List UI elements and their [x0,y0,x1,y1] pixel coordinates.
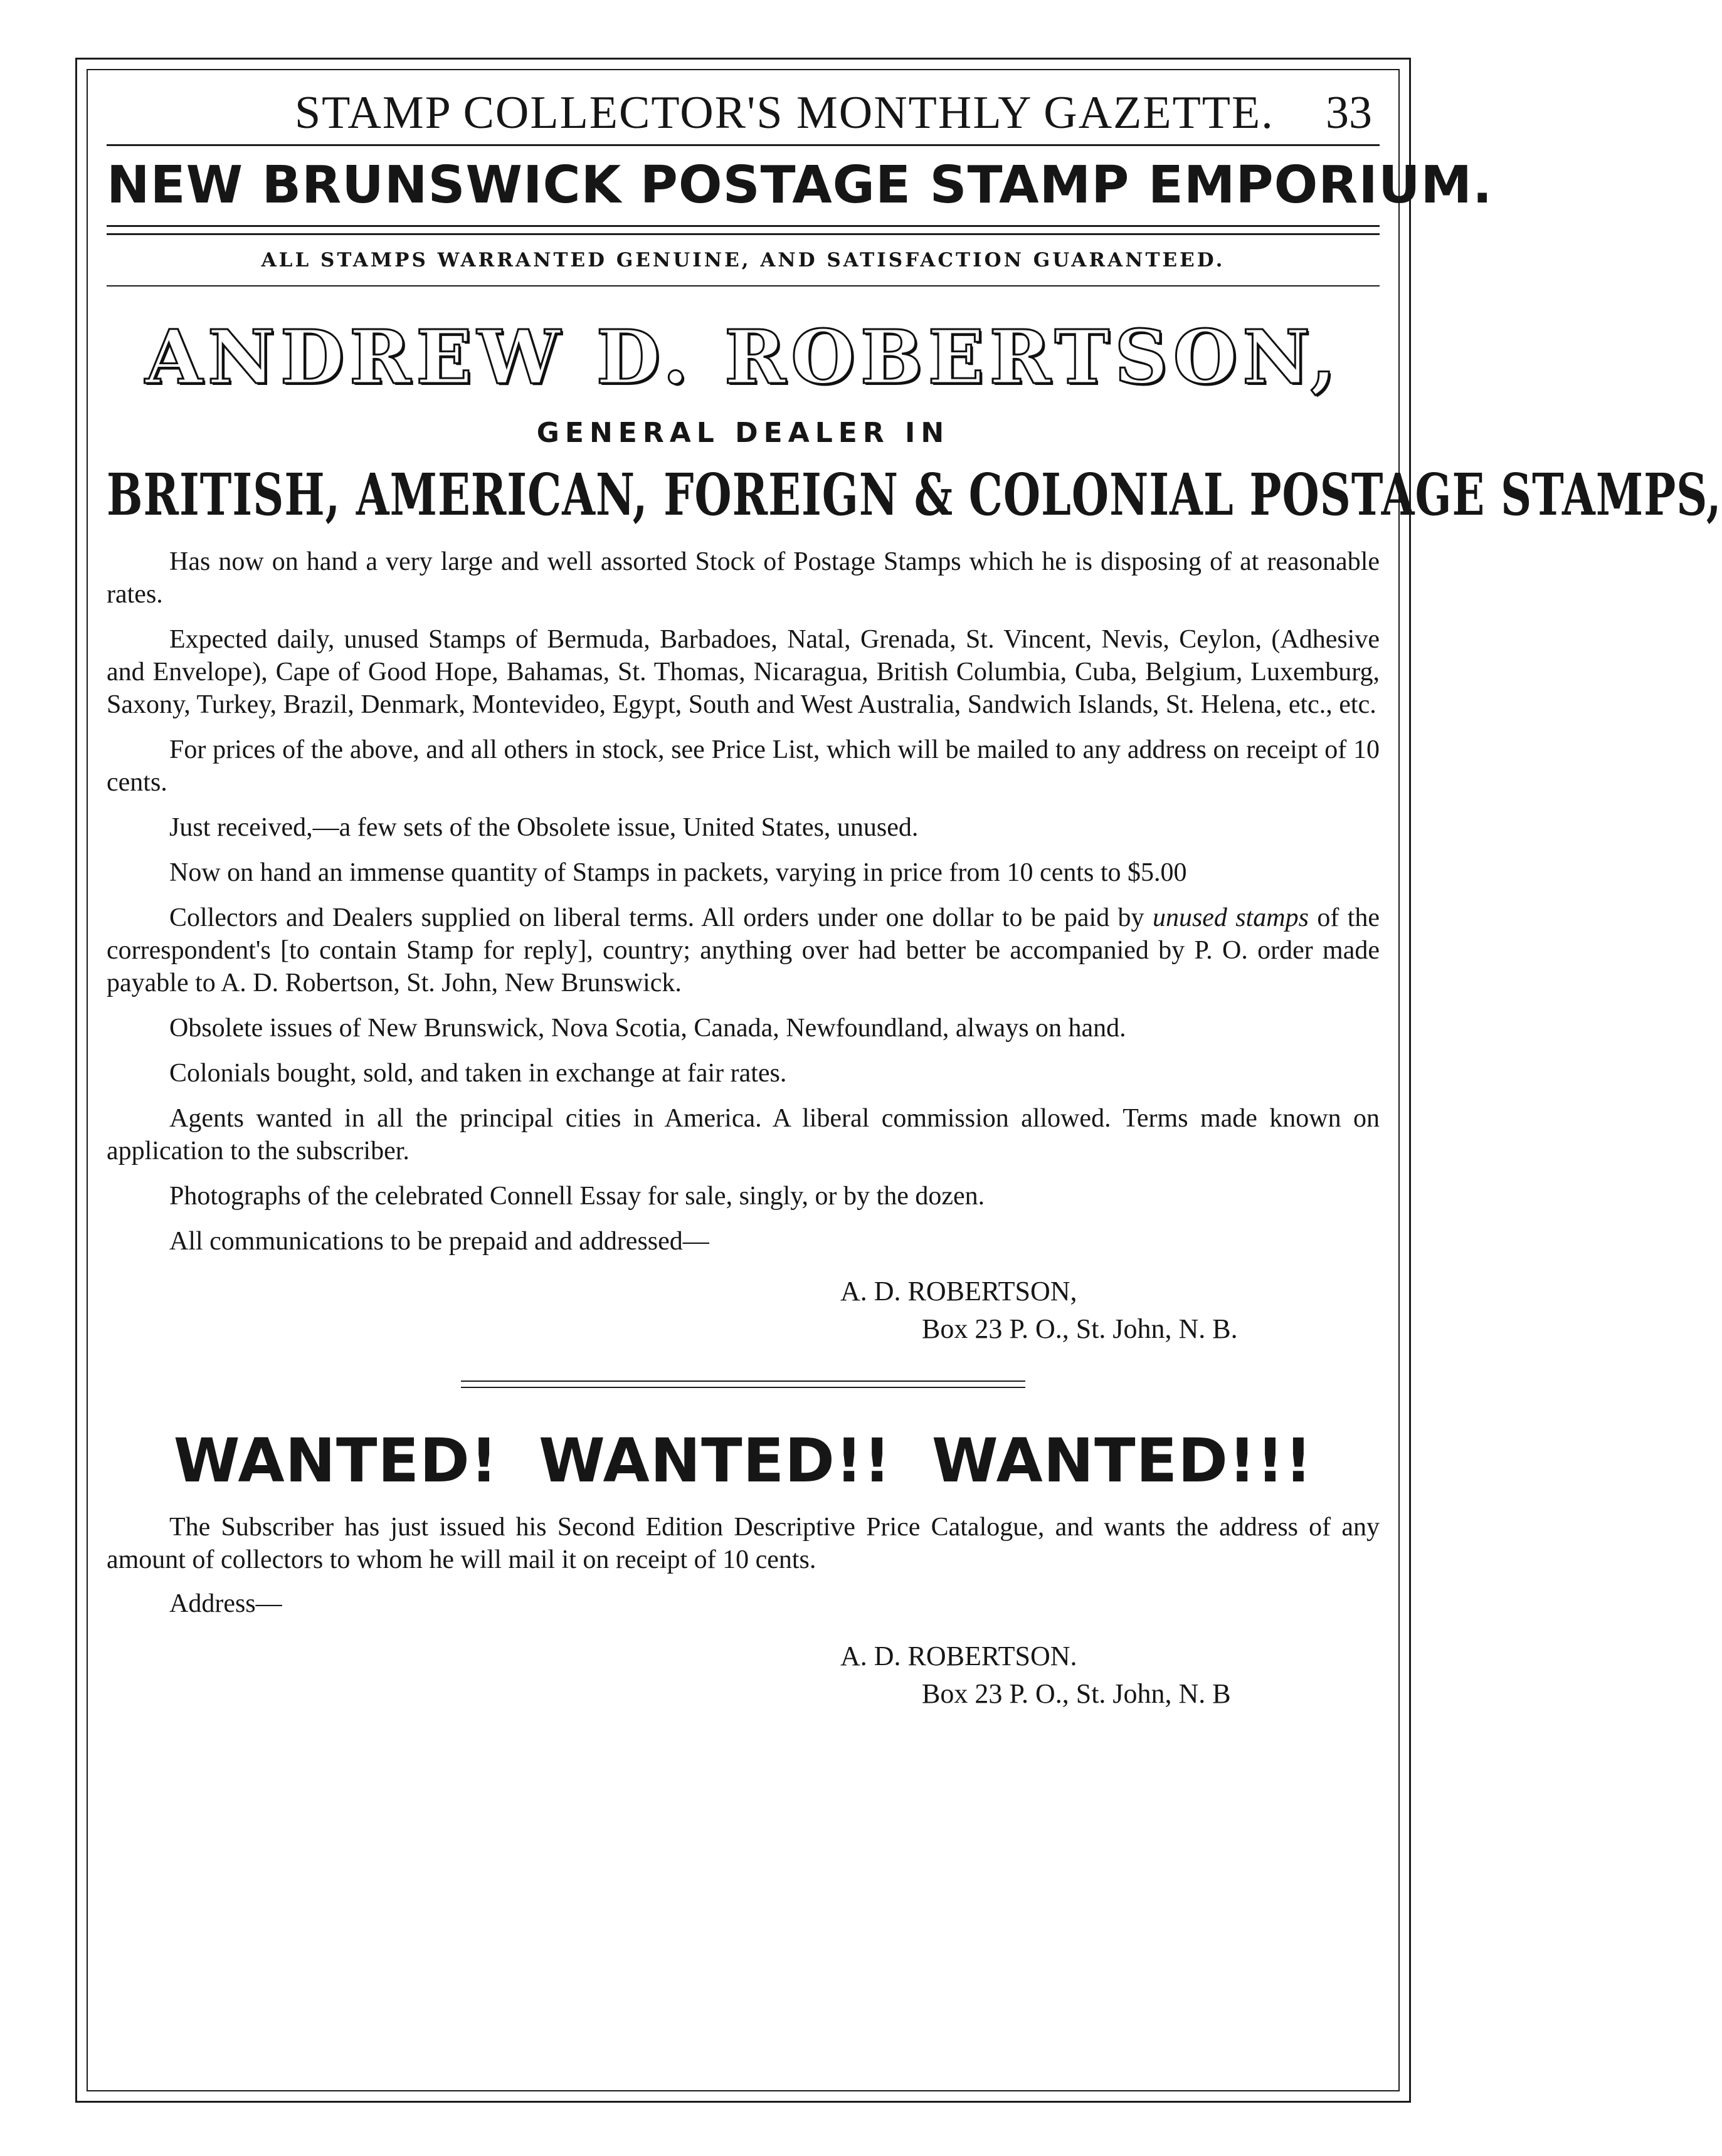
tagline: ALL STAMPS WARRANTED GENUINE, AND SATISFACTION GUARANTEED. [261,249,1225,271]
paragraph: For prices of the above, and all others in stock, see Price List, which will be mailed to any address on receipt of 10 cents. [107,735,1380,797]
header-rule [107,144,1380,146]
stamps-line: BRITISH, AMERICAN, FOREIGN & COLONIAL POSTAGE STAMPS, [107,461,1722,529]
paragraph: Expected daily, unused Stamps of Bermuda, Barbadoes, Natal, Grenada, St. Vincent, Nevis, Ceylon, (Adhesive and Envelope), Cape of Good Hope, Bahamas, St. Thomas, Nicaragua, British Columbia, Cuba, Belgium, Luxemburg, Saxony, Turkey, Brazil, Denmark, Montevideo, Egypt, South and West Australia, Sandwich Islands, St. Helena, etc., etc. [107,624,1380,719]
signature-address: Box 23 P. O., St. John, N. B. [922,1313,1238,1344]
tagline-rule [107,285,1380,287]
section-divider [461,1380,1025,1388]
advertisement-page [107,69,1722,2088]
paragraph: Now on hand an immense quantity of Stamps in packets, varying in price from 10 cents to $5.00 [169,858,1187,887]
headline-double-rule [107,225,1380,235]
paragraph: Has now on hand a very large and well assorted Stock of Postage Stamps which he is disposing of at reasonable rates. [107,547,1380,609]
paragraph: Photographs of the celebrated Connell Essay for sale, singly, or by the dozen. [169,1181,985,1211]
dealer-line: GENERAL DEALER IN [536,416,950,449]
wanted-heading: WANTED! WANTED!! WANTED!!! [173,1425,1313,1496]
headline: NEW BRUNSWICK POSTAGE STAMP EMPORIUM. [107,155,1493,215]
paragraph: Obsolete issues of New Brunswick, Nova Scotia, Canada, Newfoundland, always on hand. [169,1013,1126,1043]
signature-block [107,1273,1380,1348]
terms-text-a: Collectors and Dealers supplied on liberal terms. All orders under one dollar to be paid by [169,903,1144,932]
proprietor-name: ANDREW D. ROBERTSON, [145,313,1341,401]
signature-address-2: Box 23 P. O., St. John, N. B [922,1678,1231,1709]
wanted-paragraph: The Subscriber has just issued his Second Edition Descriptive Price Catalogue, and wants the address of any amount of collectors to whom he will mail it on receipt of 10 cents. [107,1512,1380,1574]
page-number: 33 [1326,87,1372,139]
address-label: Address— [169,1589,282,1618]
running-title: STAMP COLLECTOR'S MONTHLY GAZETTE. [295,87,1274,139]
signature-name: A. D. ROBERTSON, [840,1275,1077,1307]
running-header [107,69,1380,144]
terms-text-b: of the correspondent's [to contain Stamp for reply], country; anything over had better be accompanied by P. O. order made payable to A. D. Robertson, St. John, New Brunswick. [107,903,1380,997]
advertisement-body [107,545,1380,1258]
wanted-body [107,1511,1380,1576]
signature-name-2: A. D. ROBERTSON. [840,1640,1077,1671]
paragraph: Just received,—a few sets of the Obsolete issue, United States, unused. [169,812,919,842]
paragraph: All communications to be prepaid and addressed— [169,1226,709,1256]
paragraph: Colonials bought, sold, and taken in exchange at fair rates. [169,1058,787,1088]
terms-emphasis: unused stamps [1152,903,1309,932]
paragraph-terms [107,902,1380,999]
signature-block-2 [107,1638,1380,1713]
paragraph: Agents wanted in all the principal cities in America. A liberal commission allowed. Terms made known on application to the subscriber. [107,1103,1380,1165]
